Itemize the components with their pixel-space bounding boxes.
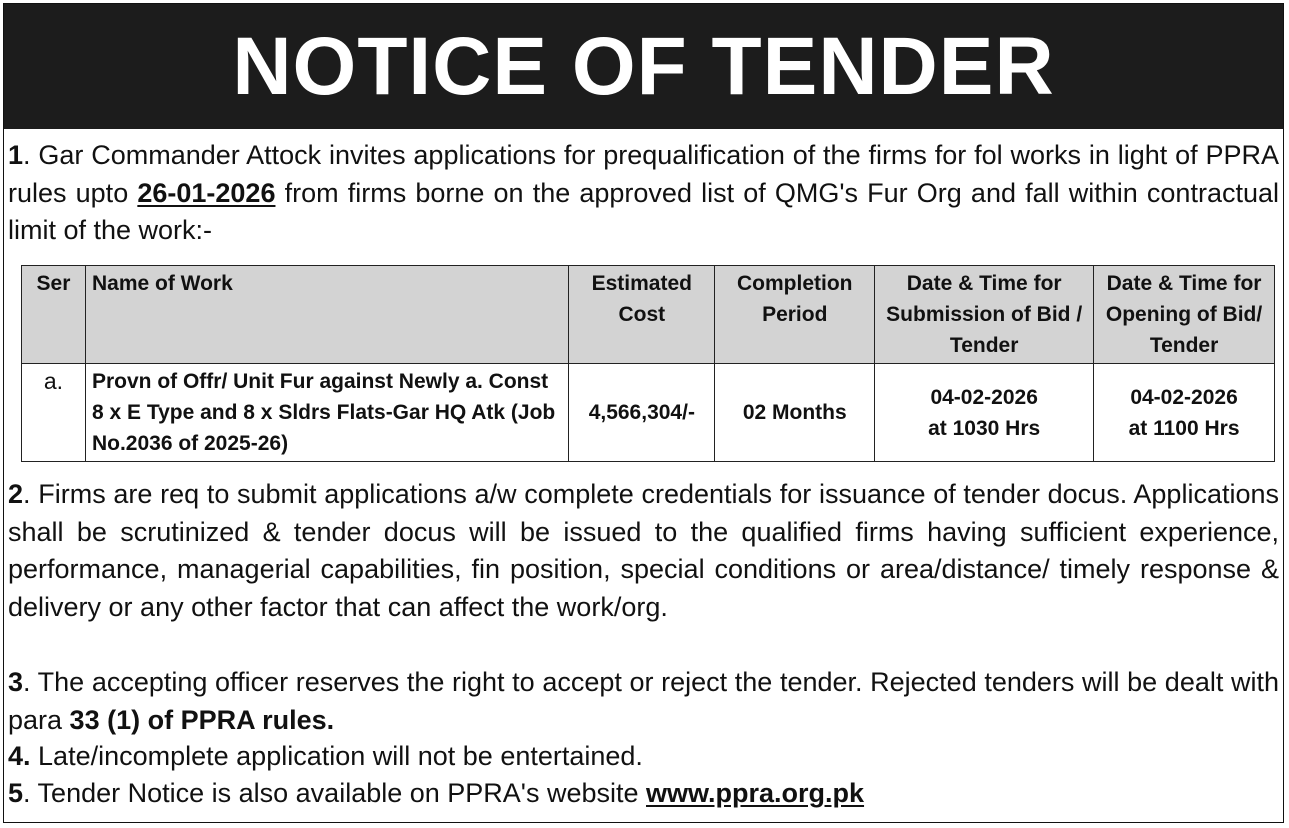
col-header-period: Completion Period bbox=[715, 266, 875, 364]
cell-period: 02 Months bbox=[715, 364, 875, 462]
para-number: 1 bbox=[8, 140, 24, 170]
para-text: . Tender Notice is also available on PPRA's website bbox=[23, 778, 647, 808]
opening-date: 04-02-2026 bbox=[1130, 385, 1238, 409]
para-number: 4. bbox=[8, 741, 31, 771]
para-number: 3 bbox=[8, 667, 24, 697]
works-table bbox=[21, 265, 1275, 462]
paragraph-2 bbox=[8, 476, 1279, 626]
submission-time: at 1030 Hrs bbox=[928, 416, 1041, 440]
para-text: from firms borne on the approved list of QMG's Fur Org and fall within contractual limit of the work:- bbox=[8, 177, 1279, 245]
submission-date: 04-02-2026 bbox=[930, 385, 1038, 409]
col-header-cost: Estimated Cost bbox=[569, 266, 715, 364]
para-number: 2 bbox=[8, 479, 24, 509]
para-number: 5 bbox=[8, 778, 24, 808]
deadline-date: 26-01-2026 bbox=[137, 177, 276, 208]
col-header-name: Name of Work bbox=[85, 266, 568, 364]
para-text: . Firms are req to submit applications a/w complete credentials for issuance of tender docus. Applications shall be scrutinized & tender docus will be issued to the qualified firms having sufficient experience, performance, managerial capabilities, fin position, special conditions or area/distance/ timely response & delivery or any other factor that can affect the work/org. bbox=[8, 479, 1279, 622]
cell-name: Provn of Offr/ Unit Fur against Newly a. Const 8 x E Type and 8 x Sldrs Flats-Gar HQ Atk (Job No.2036 of 2025-26) bbox=[85, 364, 568, 462]
ppra-rule-reference: 33 (1) of PPRA rules. bbox=[69, 704, 335, 735]
para-text: . Gar Commander Attock invites applications for prequalification of the firms for fol works in light of PPRA rules upto bbox=[8, 140, 1279, 208]
para-text: . The accepting officer reserves the right to accept or reject the tender. Rejected tenders will be dealt with para bbox=[8, 667, 1279, 735]
cell-submission bbox=[875, 364, 1094, 462]
title-banner bbox=[4, 4, 1283, 129]
paragraph-1 bbox=[8, 137, 1279, 250]
opening-time: at 1100 Hrs bbox=[1128, 416, 1240, 440]
col-header-ser: Ser bbox=[22, 266, 86, 364]
paragraph-3 bbox=[8, 664, 1279, 739]
paragraph-5 bbox=[8, 775, 1279, 813]
cell-cost: 4,566,304/- bbox=[569, 364, 715, 462]
cell-ser: a. bbox=[22, 364, 86, 462]
col-header-submission: Date & Time for Submission of Bid / Tender bbox=[875, 266, 1094, 364]
ppra-website-link[interactable]: www.ppra.org.pk bbox=[646, 778, 865, 808]
col-header-opening: Date & Time for Opening of Bid/ Tender bbox=[1094, 266, 1275, 364]
tender-notice bbox=[3, 3, 1284, 823]
table-row bbox=[22, 364, 1275, 462]
notice-title: NOTICE OF TENDER bbox=[232, 20, 1055, 112]
paragraph-4 bbox=[8, 738, 1279, 776]
cell-opening bbox=[1094, 364, 1275, 462]
para-text: Late/incomplete application will not be entertained. bbox=[30, 741, 643, 771]
table-header-row bbox=[22, 266, 1275, 364]
